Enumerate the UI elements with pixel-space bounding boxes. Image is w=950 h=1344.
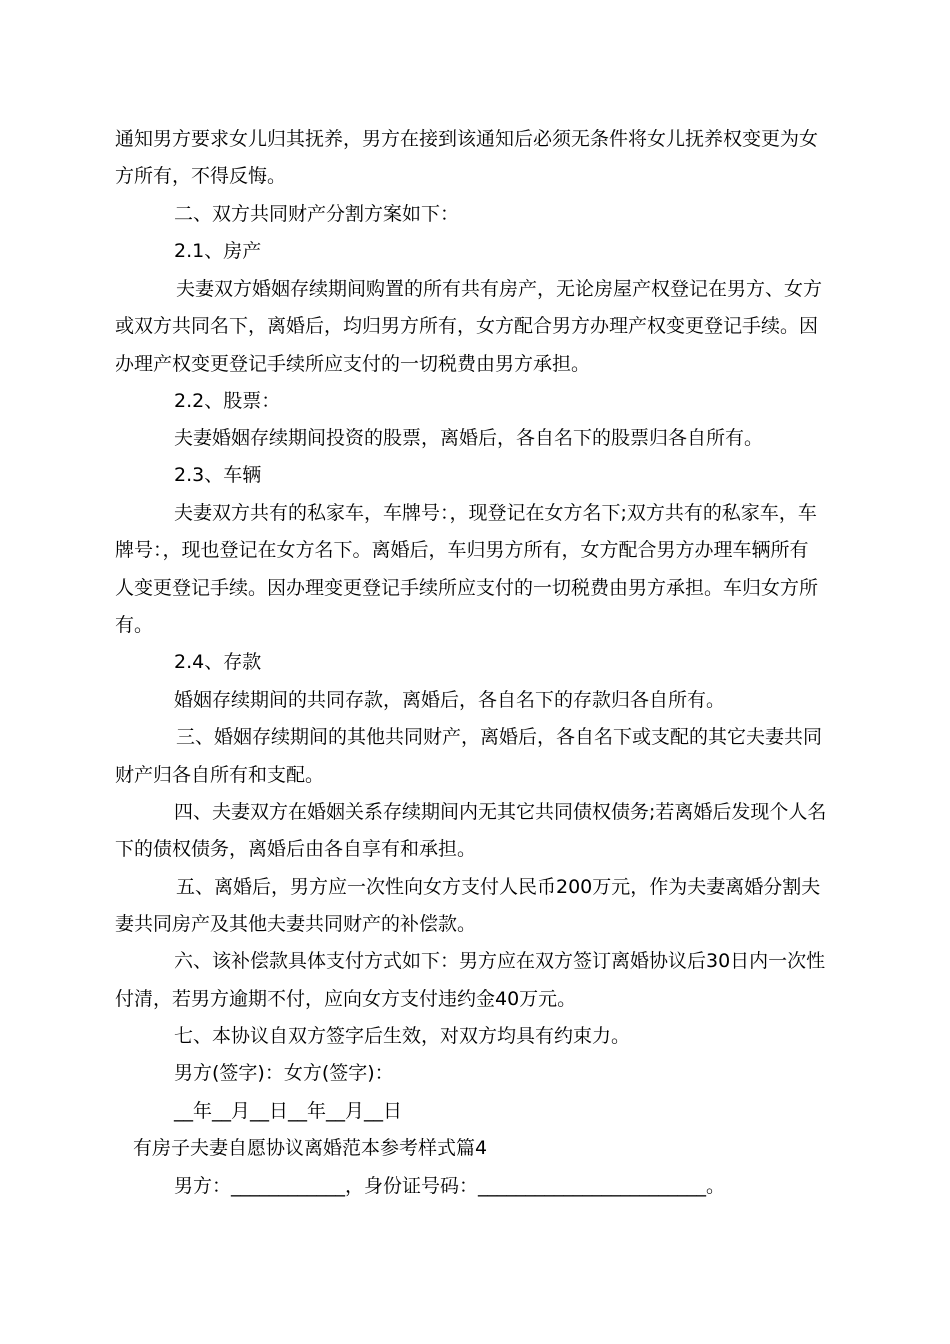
- paragraph-line: 方所有，不得反悔。: [115, 165, 287, 187]
- paragraph-line: 牌号：，现也登记在女方名下。离婚后，车归男方所有，女方配合男方办理车辆所有: [115, 539, 809, 561]
- paragraph-line: 夫妻婚姻存续期间投资的股票，离婚后，各自名下的股票归各自所有。: [174, 427, 764, 449]
- paragraph-line: 妻共同房产及其他夫妻共同财产的补偿款。: [115, 913, 477, 935]
- paragraph-line: 婚姻存续期间的共同存款，离婚后，各自名下的存款归各自所有。: [174, 689, 726, 711]
- paragraph-line: 人变更登记手续。因办理变更登记手续所应支付的一切税费由男方承担。车归女方所: [115, 577, 819, 599]
- subsection-heading: 2.4、存款: [174, 651, 262, 673]
- paragraph-line: 六、该补偿款具体支付方式如下：男方应在双方签订离婚协议后30日内一次性: [174, 950, 826, 972]
- paragraph-line: 或双方共同名下，离婚后，均归男方所有，女方配合男方办理产权变更登记手续。因: [115, 315, 819, 337]
- paragraph-line: 财产归各自所有和支配。: [115, 764, 325, 786]
- paragraph-line: 五、离婚后，男方应一次性向女方支付人民币200万元，作为夫妻离婚分割夫: [176, 876, 821, 898]
- section-heading: 二、双方共同财产分割方案如下：: [174, 203, 460, 225]
- paragraph-line: 下的债权债务，离婚后由各自享有和承担。: [115, 838, 477, 860]
- paragraph-line: 夫妻双方共有的私家车，车牌号：，现登记在女方名下;双方共有的私家车，车: [174, 502, 817, 524]
- party-info-line: 男方：____________，身份证号码：________________________。: [174, 1175, 726, 1197]
- document-title: 有房子夫妻自愿协议离婚范本参考样式篇4: [133, 1137, 488, 1159]
- paragraph-line: 七、本协议自双方签字后生效，对双方均具有约束力。: [174, 1025, 631, 1047]
- paragraph-line: 办理产权变更登记手续所应支付的一切税费由男方承担。: [115, 353, 591, 375]
- subsection-heading: 2.3、车辆: [174, 464, 262, 486]
- paragraph-line: 四、夫妻双方在婚姻关系存续期间内无其它共同债权债务;若离婚后发现个人名: [174, 801, 827, 823]
- subsection-heading: 2.2、股票：: [174, 390, 281, 412]
- subsection-heading: 2.1、房产: [174, 240, 262, 262]
- paragraph-line: 通知男方要求女儿归其抚养，男方在接到该通知后必须无条件将女儿抚养权变更为女: [115, 128, 819, 150]
- date-line: __年__月__日__年__月__日: [174, 1100, 403, 1122]
- paragraph-line: 有。: [115, 614, 154, 636]
- paragraph-line: 付清，若男方逾期不付，应向女方支付违约金40万元。: [115, 988, 577, 1010]
- paragraph-line: 三、婚姻存续期间的其他共同财产，离婚后，各自名下或支配的其它夫妻共同: [176, 726, 823, 748]
- signature-line: 男方(签字)：女方(签字)：: [174, 1062, 394, 1084]
- paragraph-line: 夫妻双方婚姻存续期间购置的所有共有房产，无论房屋产权登记在男方、女方: [176, 278, 823, 300]
